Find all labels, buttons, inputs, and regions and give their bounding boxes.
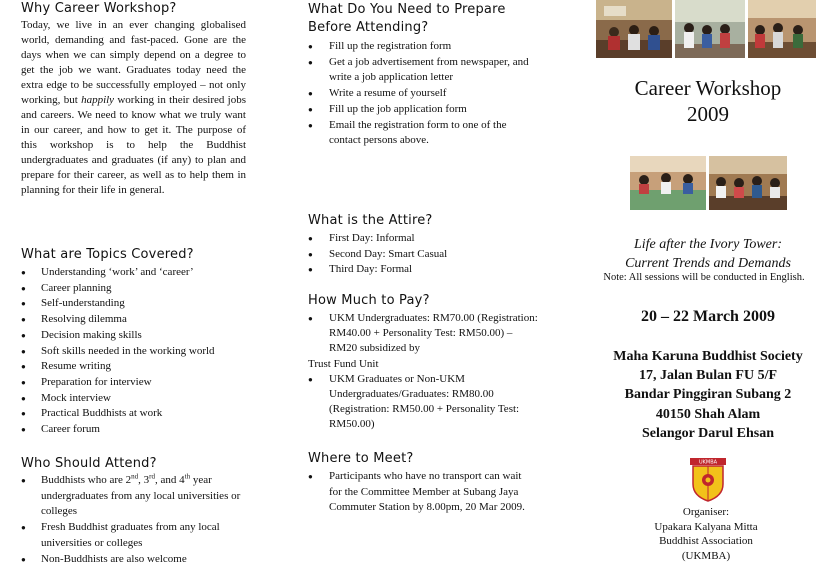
prep-list	[308, 39, 533, 149]
address-line: Bandar Pinggiran Subang 2	[624, 387, 792, 403]
list-item: ● Third Day: Formal	[308, 262, 533, 278]
attire-title: What is the Attire?	[308, 213, 433, 228]
svg-text:UKMBA: UKMBA	[698, 459, 718, 466]
workshop-photo-5	[709, 156, 787, 210]
meet-list	[308, 469, 533, 516]
list-item: ● Participants who have no transport can wait for the Committee Member at Subang Jaya Commuter Station by 8.00pm, 20 Mar 2009.	[308, 469, 533, 516]
address-line: 40150 Shah Alam	[655, 406, 761, 422]
ukmba-logo	[690, 458, 726, 502]
brochure-subtitle: Life after the Ivory Tower: Current Trends and Demands	[625, 237, 791, 271]
list-item: ● Career forum	[21, 422, 251, 438]
organiser-block: Organiser: Upakara Kalyana Mitta Buddhist Association (UKMBA)	[654, 506, 758, 562]
pay-section	[308, 311, 543, 433]
list-item: ● Second Day: Smart Casual	[308, 247, 533, 263]
pay-title: How Much to Pay?	[308, 293, 430, 308]
list-item: ● Mock interview	[21, 391, 251, 407]
list-item: ● UKM Graduates or Non-UKM Undergraduates/Graduates: RM80.00 (Registration: RM50.00 + Personality Test: RM50.00)	[308, 372, 520, 431]
language-note: Note: All sessions will be conducted in English.	[603, 272, 805, 283]
list-item: ● Preparation for interview	[21, 375, 251, 391]
topics-list	[21, 265, 251, 438]
list-item: ● Career planning	[21, 281, 251, 297]
event-date: 20 – 22 March 2009	[641, 308, 775, 325]
topics-title: What are Topics Covered?	[21, 247, 194, 262]
list-item: ● Resolving dilemma	[21, 312, 251, 328]
pay-trust-fund: Trust Fund Unit	[308, 357, 379, 370]
list-item: ● Soft skills needed in the working world	[21, 344, 251, 360]
address-line: 17, Jalan Bulan FU 5/F	[638, 368, 778, 384]
list-item: ● Non-Buddhists are also welcome	[21, 552, 251, 568]
list-item: ● UKM Undergraduates: RM70.00 (Registration: RM40.00 + Personality Test: RM50.00) – RM20 subsidized by	[308, 312, 538, 355]
list-item: ● First Day: Informal	[308, 231, 533, 247]
venue-address	[592, 347, 822, 443]
who-list	[21, 473, 251, 567]
workshop-photo-3	[748, 0, 816, 58]
why-title: Why Career Workshop?	[21, 1, 177, 16]
address-line: Selangor Darul Ehsan	[642, 425, 774, 441]
workshop-photo-2	[675, 0, 745, 58]
brochure-title: Career Workshop 2009	[634, 76, 782, 126]
list-item: ● Fill up the job application form	[308, 102, 533, 118]
list-item: ● Buddhists who are 2nd, 3rd, and 4th year undergraduates from any local universities or colleges	[21, 473, 251, 520]
list-item: ● Email the registration form to one of the contact persons above.	[308, 118, 533, 149]
list-item: ● Get a job advertisement from newspaper, and write a job application letter	[308, 55, 533, 86]
meet-title: Where to Meet?	[308, 451, 414, 466]
list-item: ● Resume writing	[21, 359, 251, 375]
workshop-photo-4	[630, 156, 706, 210]
list-item: ● Decision making skills	[21, 328, 251, 344]
list-item: ● Fill up the registration form	[308, 39, 533, 55]
list-item: ● Write a resume of yourself	[308, 86, 533, 102]
list-item: ● Self-understanding	[21, 296, 251, 312]
list-item: ● Practical Buddhists at work	[21, 406, 251, 422]
prep-title: What Do You Need to Prepare Before Attending?	[308, 2, 506, 35]
workshop-photo-1	[596, 0, 672, 58]
who-title: Who Should Attend?	[21, 456, 157, 471]
why-body: Today, we live in an ever changing globalised world, demanding and fast-paced. Gone are the days when we can simply depend on a degree to get the job we want. Graduates today need the extra edge to be successfully employed – not only working, but happily working in their desired jobs and careers. We need to know what we truly want in our career, and how to get it. The purpose of this workshop is to help the Buddhist undergraduates and graduates (if any) to plan and prepare for their career, as well as to help them in planning for their life in general.	[21, 19, 246, 196]
attire-list	[308, 231, 533, 278]
address-line: Maha Karuna Buddhist Society	[613, 349, 803, 364]
list-item: ● Understanding ‘work’ and ‘career’	[21, 265, 251, 281]
list-item: ● Fresh Buddhist graduates from any local universities or colleges	[21, 520, 251, 551]
